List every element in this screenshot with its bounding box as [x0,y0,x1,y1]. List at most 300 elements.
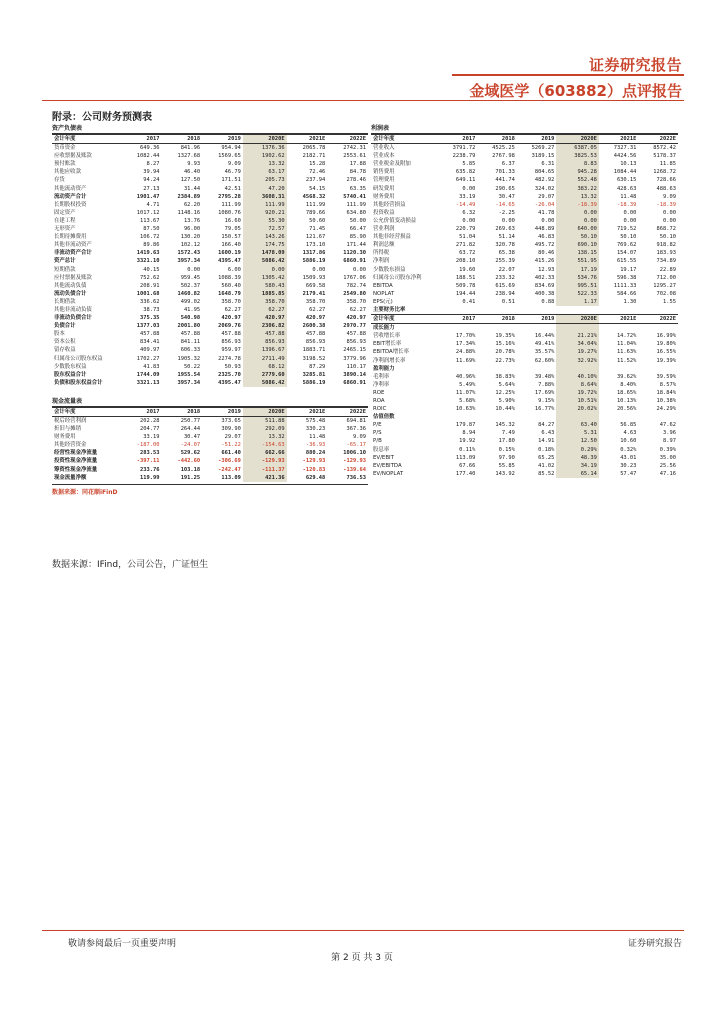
row-value: 166.40 [221,242,241,249]
row-value: 35.00 [659,454,676,461]
table-row [371,446,678,454]
row-value: 6.37 [501,161,515,168]
row-value: 111.99 [305,201,326,208]
row-label: 股东权益合计 [54,371,87,378]
row-value: 84.78 [349,169,366,176]
row-label: 盈利能力 [373,365,395,372]
row-value: 39.62% [616,373,637,380]
row-value: 841.11 [180,339,201,346]
row-value: 701.33 [495,169,515,176]
row-value: 56.85 [620,422,637,429]
row-value: -111.37 [243,466,287,474]
row-value: 868.72 [656,226,676,233]
row-value: 782.74 [346,282,366,289]
row-value: 29.07 [224,434,241,441]
row-value: 4.63 [623,430,637,437]
row-value: 734.89 [656,258,676,265]
right-column [371,124,678,478]
row-label: 公允价值变动损益 [373,217,417,224]
row-label: 长期借款 [54,298,76,305]
header-title: 证券研究报告 [588,56,682,74]
row-value: 89.86 [143,242,160,249]
row-value: 10.44% [495,406,515,413]
row-value: 580.43 [243,282,287,290]
row-value: 16.60 [224,217,241,224]
table-row [52,457,368,465]
row-value: 634.80 [346,209,366,216]
row-value: 383.22 [556,185,599,193]
row-value: 32.92% [556,357,599,365]
row-label: ROIC [373,406,387,413]
row-value: 736.53 [346,474,366,481]
row-value: -18.39 [556,201,599,209]
row-value [556,365,599,373]
table-row [52,379,368,387]
row-value: 367.36 [346,426,366,433]
table-row [52,185,368,193]
row-value: 111.99 [221,201,241,208]
table-row [52,144,368,153]
row-value: 4395.47 [218,258,241,265]
row-value: 255.39 [495,258,515,265]
table-row [371,241,678,249]
row-value: 5.68% [459,398,476,404]
row-value: 3189.15 [531,153,555,160]
row-value: 0.00 [541,217,555,224]
row-value: 8.97 [663,438,676,445]
row-value: 6860.91 [343,379,366,386]
row-value: 0.39% [659,446,676,453]
table-header-row [371,315,678,324]
row-value: 954.94 [221,145,241,152]
row-value: 629.48 [305,474,326,481]
row-value: 22.73% [495,357,515,364]
row-value: 420.97 [243,314,287,322]
row-value: 615.69 [495,282,515,289]
row-value: 482.92 [534,177,555,184]
row-value: 856.93 [305,339,326,346]
row-value: -14.49 [455,201,476,208]
table-row [52,274,368,282]
row-value: 4568.32 [302,193,326,200]
row-value: 0.00 [501,217,515,224]
row-value: 1080.76 [218,209,241,216]
row-value: 2325.70 [218,371,241,378]
row-value: 1082.44 [136,153,160,160]
row-value: 324.02 [534,185,555,192]
row-value: 5.49% [459,381,476,388]
table-row [52,168,368,176]
table-row [52,314,368,322]
row-value: 488.63 [656,185,676,192]
row-label: 非流动负债合计 [54,315,92,322]
ratio-title: 主要财务比率 [373,306,406,313]
row-value: 11.07% [455,389,476,396]
row-value: 62.27 [224,306,241,313]
row-value: 250.77 [180,418,201,424]
row-label: 折旧与摊销 [54,426,81,433]
row-label: 所得税 [373,250,390,257]
table-row [371,365,678,373]
row-value: 19.92 [459,438,476,445]
row-value: 375.35 [140,315,160,322]
row-value: 12.93 [538,266,555,273]
row-value: 111.99 [243,201,287,209]
table-row [52,225,368,233]
row-label: 其他流动负债 [54,282,87,289]
table-row [52,201,368,209]
row-value: 0.41 [462,298,476,305]
row-value: 669.58 [305,282,326,289]
row-value: 24.29% [656,406,676,413]
row-value [477,365,517,373]
row-value: 50.10 [659,234,676,241]
row-value: 41.83 [143,363,160,370]
table-row [371,249,678,257]
row-value: 8.64% [556,381,599,389]
row-value: -242.47 [218,466,241,473]
row-value: 121.67 [305,234,326,241]
row-value: 834.69 [534,282,555,289]
row-label: 短期借款 [54,266,76,273]
row-value: 534.76 [556,274,599,282]
column-header-year: 2021E [599,135,639,144]
row-value: 19.27% [556,348,599,356]
row-value: 27.13 [143,185,160,192]
row-value: 6.43 [541,430,555,437]
row-label: 负债和股东权益合计 [54,379,103,386]
row-value: 49.41% [534,341,555,348]
column-header-year: 2017 [438,135,478,144]
row-value: 1905.32 [177,355,201,362]
row-label: 股本 [54,331,65,338]
row-value: 40.96% [455,373,476,380]
row-value: 264.44 [180,426,201,433]
row-value: 16.44% [534,333,555,340]
row-label: NOPLAT [373,290,395,297]
table-row [52,355,368,363]
row-value: 2001.80 [177,323,201,330]
row-value: 320.78 [495,242,515,249]
row-value: 10.13% [616,398,637,404]
row-value: 511.88 [243,417,287,426]
row-value: 24.88% [455,349,476,356]
row-value: 920.21 [243,209,287,217]
row-value: 2179.41 [302,290,326,297]
table-row [52,217,368,225]
row-value: 40.15 [143,266,160,273]
row-value: 278.46 [346,177,366,184]
row-value: 55.85 [498,462,515,469]
row-value: 373.65 [221,418,241,424]
row-value: 20.78% [495,349,515,356]
row-value: 0.88 [541,298,555,305]
table-row [371,413,678,421]
row-value: 11.48 [620,193,637,200]
row-value: -139.64 [343,466,366,473]
row-value: 5.31 [556,429,599,437]
row-value: -24.07 [180,442,201,449]
table-row [371,348,678,356]
row-value: 402.33 [534,274,555,281]
row-value [599,413,639,421]
row-value: 40.10% [556,373,599,381]
row-value: 649.36 [140,145,160,152]
row-value: 1327.68 [177,153,201,160]
row-value: 959.45 [180,274,201,281]
table-row [52,290,368,298]
column-header-year: 2020E [556,315,599,324]
row-value: 495.72 [534,242,555,249]
row-value: 5.90% [498,398,515,404]
row-value: 959.97 [221,347,241,354]
table-row [371,470,678,478]
row-value: 110.17 [346,363,366,370]
row-label: 研发费用 [373,185,395,192]
row-value [477,324,517,333]
row-value: 19.72% [556,389,599,397]
row-label: 投资收益 [373,209,395,216]
row-value: 9.93 [187,161,201,168]
column-header-label: 会计年度 [371,135,438,144]
row-value: 237.94 [305,177,326,184]
table-row [371,160,678,168]
row-value: 19.60 [459,266,476,273]
table-row [52,193,368,201]
table-header-row [52,407,368,416]
row-value: 6387.05 [556,144,599,153]
row-value: 918.82 [656,242,676,249]
row-value: 31.44 [183,185,201,192]
table-row [52,330,368,338]
row-value: 1885.85 [243,290,287,298]
row-value: 0.18% [538,446,555,453]
footer-disclaimer: 敬请参阅最后一页重要声明 [68,939,177,949]
row-value: 4525.25 [492,145,515,152]
table-row [371,381,678,389]
row-value: 17.80 [498,438,515,445]
row-value: 84.27 [538,422,555,429]
table-row [52,249,368,257]
row-label: P/E [373,422,382,429]
row-label: 利润总额 [373,242,395,249]
row-value: 43.01 [620,454,637,461]
row-value: 19.17 [620,266,637,273]
ratio-section-title [371,306,678,315]
row-value: 220.79 [455,226,476,233]
row-value: 10.63% [455,406,476,413]
table-row [52,466,368,474]
row-label: EV/NOPLAT [373,470,404,477]
table-row [371,274,678,282]
row-value: 54.15 [309,185,326,192]
footer-report-type: 证券研究报告 [627,939,682,949]
column-header-year: 2017 [438,315,478,324]
row-value: 188.51 [455,274,476,281]
row-value: 551.95 [556,257,599,265]
row-label: P/B [373,438,382,445]
row-value: 171.44 [346,242,366,249]
row-value: 173.10 [305,242,326,249]
row-value [438,365,478,373]
row-value: 0.32% [620,446,637,453]
row-value: 7.88% [538,381,555,388]
row-value: 5886.19 [302,379,326,386]
row-value: 1377.03 [136,323,160,330]
table-row [52,449,368,457]
row-value: 25.56 [659,462,676,469]
row-value: 1478.09 [243,249,287,257]
row-value: 233.76 [140,466,160,473]
row-value: 202.28 [140,418,160,424]
row-value: 154.07 [616,250,637,257]
row-value: 15.16% [495,341,515,348]
row-value: 2742.31 [343,145,366,152]
row-value: 2711.49 [243,355,287,363]
row-label: EBITDA [373,282,393,289]
row-value: 1396.67 [243,346,287,354]
row-value: 62.27 [243,306,287,314]
row-value: 171.51 [221,177,241,184]
table-row [52,298,368,306]
row-value: 113.09 [455,454,476,461]
row-value: 13.32 [556,193,599,201]
table-row [371,421,678,429]
row-value: 191.25 [180,474,201,481]
column-header-year: 2019 [517,135,557,144]
row-value: 65.25 [538,454,555,461]
row-value: 1569.65 [218,153,241,160]
row-value: 1317.86 [302,250,326,257]
row-value: 10.13 [620,161,637,168]
row-value: 3.96 [663,430,676,437]
row-value: 11.04% [616,341,637,348]
balance-sheet-table [52,134,368,387]
column-header-year: 2017 [121,407,162,416]
table-row [52,371,368,379]
table-row [52,322,368,330]
table-row [52,152,368,160]
row-value: 39.59% [656,373,676,380]
row-value: 3957.34 [177,379,201,386]
row-value: 17.19 [556,266,599,274]
row-value: 448.89 [534,226,555,233]
row-value: 1001.68 [136,290,160,297]
row-value: 457.88 [180,331,201,338]
row-value: 16.55% [656,349,676,356]
row-value: -306.69 [218,458,241,465]
row-label: 其他经营资金 [54,442,87,449]
row-value: 63.35 [349,185,366,192]
row-value: 46.40 [183,169,201,176]
row-value: 457.88 [140,331,160,338]
row-value: 1902.62 [243,152,287,160]
row-value: 804.65 [534,169,555,176]
row-value: 30.47 [183,434,201,441]
row-label: 预付账款 [54,161,76,168]
table-row [371,437,678,445]
row-label: P/S [373,430,382,437]
row-value [438,324,478,333]
row-value: 62.60% [534,357,555,364]
table-row [52,282,368,290]
column-header-label: 会计年度 [52,135,121,144]
table-row [52,241,368,249]
row-value: 499.02 [180,298,201,305]
row-label: 营业税金及附加 [373,161,411,168]
row-value: 30.47 [498,193,515,200]
column-header-year: 2022E [327,135,368,144]
row-value: -26.04 [534,201,555,208]
row-value: 856.93 [346,339,366,346]
table-row [52,209,368,217]
row-value: 63.17 [243,168,287,176]
column-header-year: 2019 [517,315,557,324]
table-row [52,474,368,482]
row-value: -51.22 [221,442,241,449]
row-value: 6.31 [541,161,555,168]
table-row [371,397,678,405]
row-value: 50.10 [620,234,637,241]
row-value: 50.60 [309,217,326,224]
row-value: 4424.56 [613,153,637,160]
row-value: -442.60 [177,458,201,465]
row-value: 2065.78 [302,145,326,152]
row-value: 2274.78 [218,355,241,362]
row-value: 79.05 [224,226,241,233]
row-value: 1460.82 [177,290,201,297]
row-value: 62.27 [309,306,326,313]
row-value: 8.57% [659,381,676,388]
row-value [556,324,599,333]
row-value: 65.38 [498,250,515,257]
row-value: 119.99 [140,474,160,481]
row-label: 货币资金 [54,145,76,152]
row-label: 少数股东权益 [54,363,87,370]
row-value: 62.20 [183,201,201,208]
row-value: 0.11% [459,446,476,453]
table-row [371,176,678,184]
row-value: 183.93 [656,250,676,257]
row-value: -36.93 [305,442,326,449]
row-label: 其他应收款 [54,169,81,176]
row-label: 资产总计 [54,258,76,265]
row-value: 0.00 [663,217,676,224]
table-row [371,357,678,365]
row-label: 营业成本 [373,153,395,160]
row-value: 635.82 [455,169,476,176]
row-label: 筹资性现金净流量 [54,466,98,473]
row-value [638,365,678,373]
row-value: 719.52 [616,226,637,233]
row-value: 96.00 [183,226,201,233]
row-value: 29.07 [538,193,555,200]
row-value: 2465.15 [343,347,366,354]
row-value: 662.66 [243,449,287,457]
row-value: 661.40 [221,450,241,457]
row-label: 其他非流动负债 [54,306,92,313]
page-number: 第 2 页 共 3 页 [331,953,393,963]
row-value: 789.66 [305,209,326,216]
row-value: 143.26 [243,233,287,241]
row-value: 2306.82 [243,322,287,330]
row-value: 208.91 [140,282,160,289]
row-value: 47.16 [659,470,676,477]
row-value [517,324,557,333]
row-value: 0.00 [462,185,476,192]
row-value: 20.56% [616,406,637,413]
row-value: 33.19 [143,434,160,441]
